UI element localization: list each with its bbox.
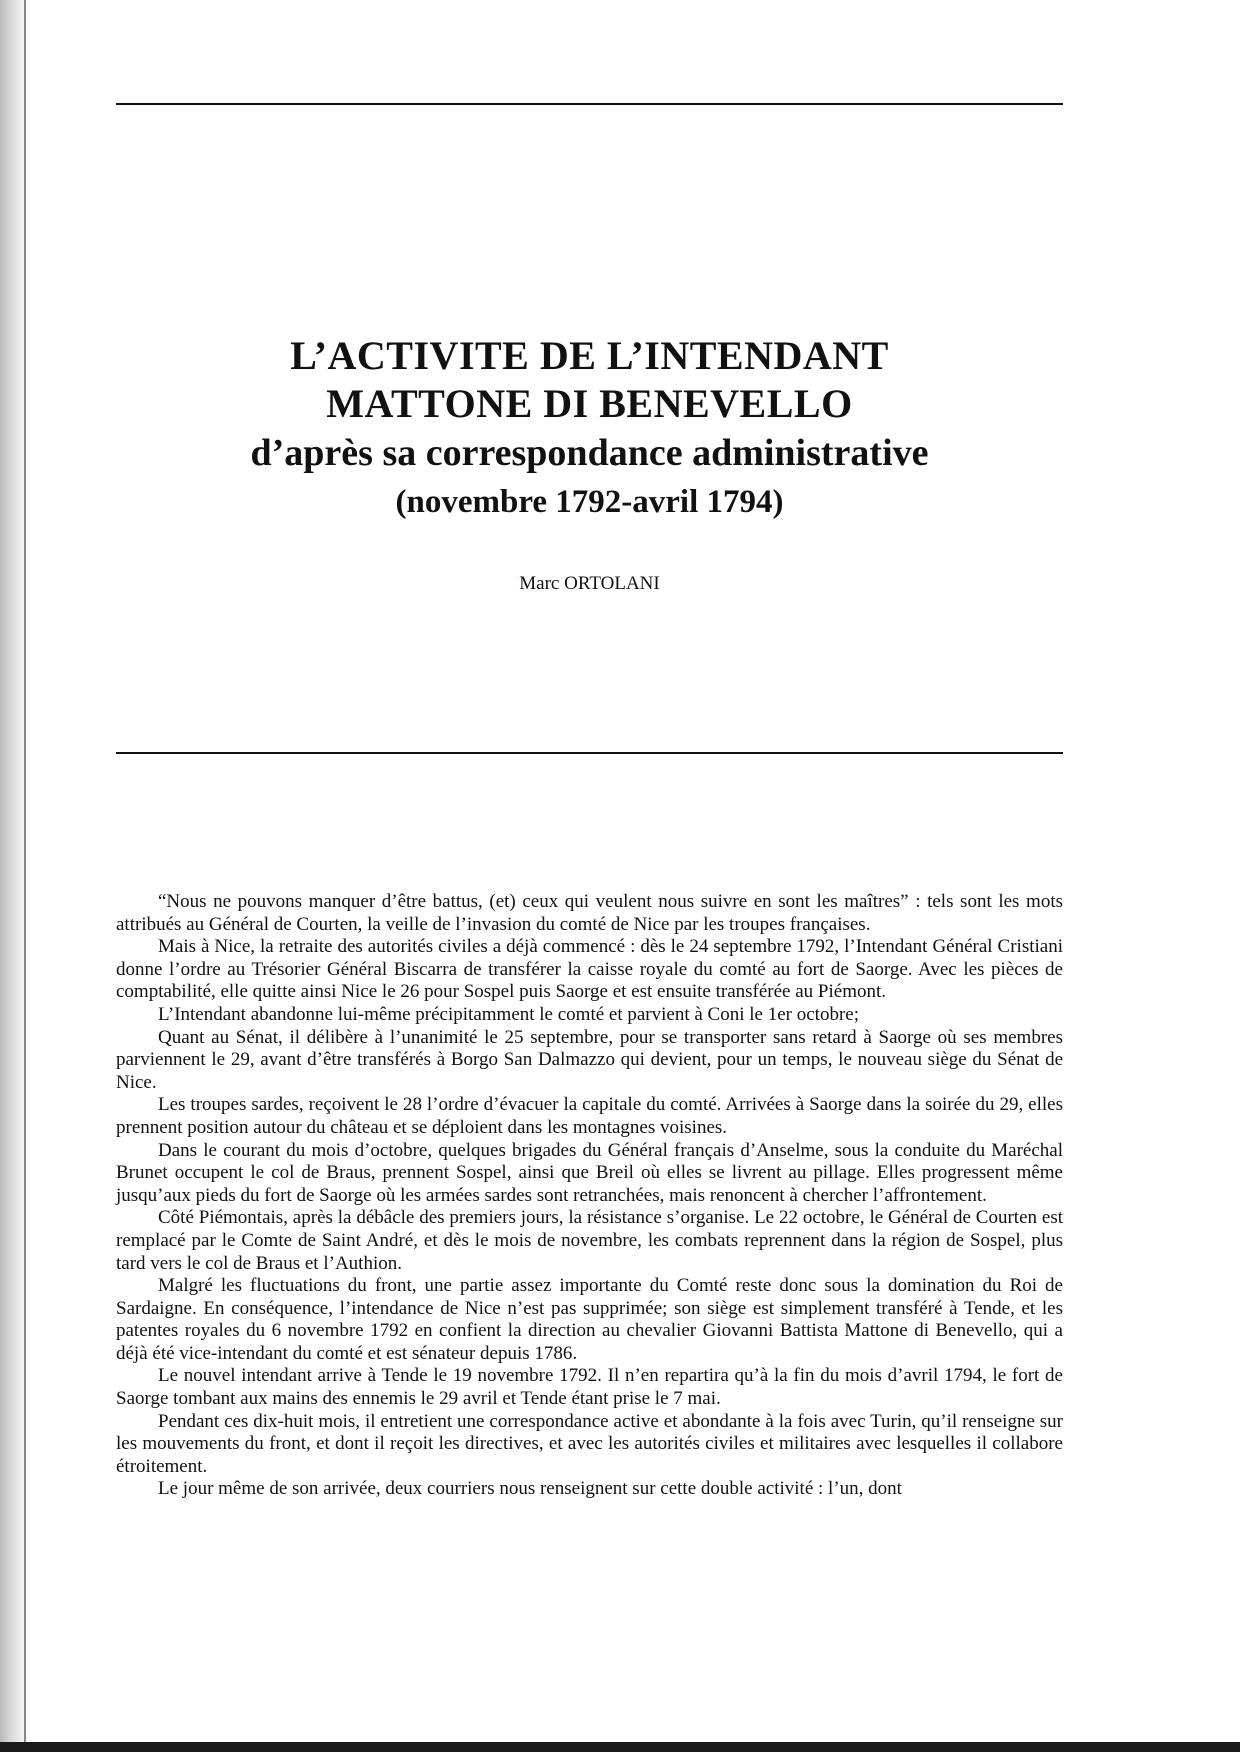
paragraph: Le nouvel intendant arrive à Tende le 19 novembre 1792. Il n’en repartira qu’à la fin du mois d’avril 1794, le fort de Saorge tombant aux mains des ennemis le 29 avril et Tende étant prise le 7 mai.	[116, 1365, 1063, 1410]
paragraph: Mais à Nice, la retraite des autorités civiles a déjà commencé : dès le 24 septembre 1792, l’Intendant Général Cristiani donne l’ordre au Trésorier Général Biscarra de transférer la caisse royale du comté au fort de Saorge. Avec les pièces de comptabilité, elle quitte ainsi Nice le 26 pour Sospel puis Saorge et est ensuite transférée au Piémont.	[116, 936, 1063, 1003]
paragraph: “Nous ne pouvons manquer d’être battus, (et) ceux qui veulent nous suivre en sont les maîtres” : tels sont les mots attribués au Général de Courten, la veille de l’invasion du comté de Nice par les troupes françaises.	[116, 891, 1063, 935]
paragraph: Quant au Sénat, il délibère à l’unanimité le 25 septembre, pour se transporter sans retard à Saorge où ses membres parviennent le 29, avant d’être transférés à Borgo San Dalmazzo qui devient, pour un temps, le nouveau siège du Sénat de Nice.	[116, 1026, 1063, 1093]
date-range: (novembre 1792-avril 1794)	[395, 484, 784, 520]
title-line-1: L’ACTIVITE DE L’INTENDANT	[290, 333, 889, 378]
middle-rule	[116, 752, 1063, 754]
paragraph: L’Intendant abandonne lui-même précipitamment le comté et parvient à Coni le 1er octobre;	[158, 1003, 859, 1025]
title-line-2: MATTONE DI BENEVELLO	[326, 381, 853, 426]
paragraph: Pendant ces dix-huit mois, il entretient une correspondance active et abondante à la fois avec Turin, qu’il renseigne sur les mouvements du front, et dont il reçoit les directives, et avec les autorités civiles et militaires avec lesquelles il collabore étroitement.	[116, 1410, 1063, 1477]
scan-binding-line	[24, 0, 26, 1752]
top-rule	[116, 103, 1063, 105]
paragraph: Le jour même de son arrivée, deux courriers nous renseignent sur cette double activité : l’un, dont	[158, 1478, 902, 1500]
paragraph: Malgré les fluctuations du front, une partie assez importante du Comté reste donc sous la domination du Roi de Sardaigne. En conséquence, l’intendance de Nice n’est pas supprimée; son siège est simplement transféré à Tende, et les patentes royales du 6 novembre 1792 en confient la direction au chevalier Giovanni Battista Mattone di Benevello, qui a déjà été vice-intendant du comté et est sénateur depuis 1786.	[116, 1275, 1063, 1364]
paragraph: Dans le courant du mois d’octobre, quelques brigades du Général français d’Anselme, sous la conduite du Maréchal Brunet occupent le col de Braus, prennent Sospel, ainsi que Breil où elles se livrent au pillage. Elles progressent même jusqu’aux pieds du fort de Saorge où les armées sardes sont retranchées, mais renoncent à chercher l’affrontement.	[116, 1139, 1063, 1206]
article-body	[116, 891, 1063, 1501]
paragraph: Les troupes sardes, reçoivent le 28 l’ordre d’évacuer la capitale du comté. Arrivées à Saorge dans la soirée du 29, elles prennent position autour du château et se déploient dans les montagnes voisines.	[116, 1094, 1063, 1138]
author-name: Marc ORTOLANI	[519, 573, 660, 594]
title-block	[116, 332, 1063, 596]
paragraph: Côté Piémontais, après la débâcle des premiers jours, la résistance s’organise. Le 22 octobre, le Général de Courten est remplacé par le Comte de Saint André, et dès le mois de novembre, les combats reprennent dans la région de Sospel, plus tard vers le col de Braus et l’Authion.	[116, 1207, 1063, 1274]
subtitle: d’après sa correspondance administrative	[250, 432, 929, 474]
scan-bottom-edge	[0, 1742, 1240, 1752]
